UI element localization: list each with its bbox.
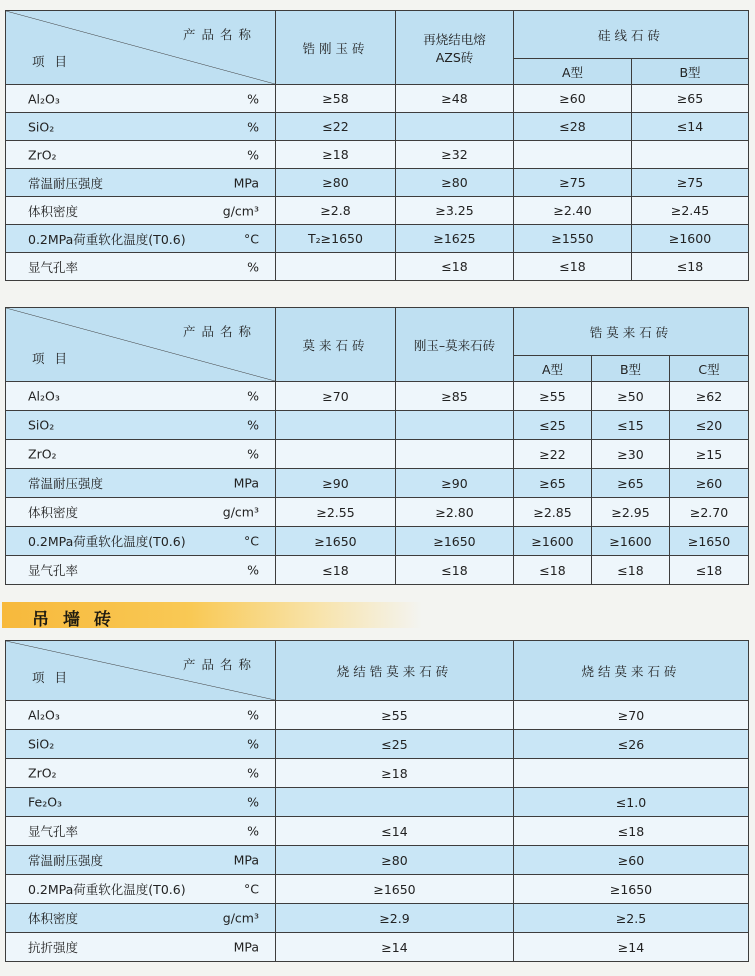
value-cell: ≤18 [632,253,749,281]
value-cell: ≥1650 [276,527,396,556]
row-item-name: Al₂O₃ [28,91,60,106]
value-cell: ≥60 [514,846,749,875]
value-cell: ≥60 [514,85,632,113]
value-cell: ≥2.9 [276,904,514,933]
row-label-cell [6,85,276,113]
col-header: 锆刚玉砖 [276,11,396,85]
value-cell: ≤20 [670,411,749,440]
value-cell: ≤18 [396,253,514,281]
table-row [6,730,749,759]
section-title-bar [2,602,422,628]
table-row [6,225,749,253]
row-unit: % [247,119,259,134]
row-item-name: ZrO₂ [28,147,57,162]
value-cell: ≤18 [670,556,749,585]
value-cell: ≤18 [514,556,592,585]
value-cell: ≥65 [514,469,592,498]
col-header-line: AZS砖 [435,49,474,65]
col-header-line: 再烧结电熔 [423,31,486,47]
value-cell: ≥90 [276,469,396,498]
row-label-cell [6,701,276,730]
value-cell: ≥2.40 [514,197,632,225]
col-header: 烧结莫来石砖 [514,641,749,701]
value-cell: ≥2.95 [592,498,670,527]
value-cell: ≤26 [514,730,749,759]
value-cell: ≥18 [276,141,396,169]
row-unit: % [247,765,259,781]
row-label-cell [6,411,276,440]
col-group-header: 硅线石砖 [514,11,749,59]
row-label-cell [6,113,276,141]
value-cell: ≥14 [276,933,514,962]
row-unit: % [247,417,259,433]
value-cell: ≥70 [276,382,396,411]
value-cell: T₂≥1650 [276,225,396,253]
row-unit: g/cm³ [222,910,259,926]
value-cell [276,788,514,817]
value-cell: ≥2.85 [514,498,592,527]
table-corner-header [6,308,276,382]
value-cell: ≤18 [514,253,632,281]
row-unit: g/cm³ [222,203,259,218]
row-unit: °C [244,533,259,549]
value-cell: ≥15 [670,440,749,469]
value-cell: ≤14 [632,113,749,141]
row-unit: MPa [233,175,259,190]
value-cell: ≥22 [514,440,592,469]
table-row [6,788,749,817]
row-item-name: SiO₂ [28,417,55,433]
value-cell: ≥1650 [514,875,749,904]
value-cell: ≤22 [276,113,396,141]
row-unit: % [247,794,259,810]
row-item-name: Fe₂O₃ [28,794,63,810]
sub-col-header: B型 [632,59,749,85]
table-row [6,701,749,730]
value-cell: ≥75 [514,169,632,197]
row-item-name: 常温耐压强度 [28,175,104,191]
value-cell: ≥1600 [632,225,749,253]
table-row [6,253,749,281]
value-cell: ≥60 [670,469,749,498]
value-cell [396,113,514,141]
row-label-cell [6,933,276,962]
value-cell: ≥80 [276,169,396,197]
table-row [6,440,749,469]
table-row [6,759,749,788]
row-item-name: 显气孔率 [28,824,79,839]
row-unit: MPa [233,475,259,491]
value-cell: ≥85 [396,382,514,411]
product-name-label: 产品名称 [182,657,257,672]
row-item-name: SiO₂ [28,736,55,752]
value-cell: ≥80 [276,846,514,875]
row-unit: MPa [233,939,259,955]
sub-col-header: A型 [514,59,632,85]
sub-col-header: B型 [592,356,670,382]
item-label: 项目 [32,351,78,366]
row-unit: MPa [233,852,259,868]
row-unit: % [247,823,259,839]
value-cell [276,440,396,469]
value-cell: ≤1.0 [514,788,749,817]
value-cell: ≥1600 [592,527,670,556]
table-row [6,411,749,440]
row-label-cell [6,382,276,411]
spec-table-1 [5,10,749,281]
value-cell: ≥2.45 [632,197,749,225]
value-cell: ≥1650 [670,527,749,556]
col-header [396,11,514,85]
value-cell: ≤15 [592,411,670,440]
row-unit: % [247,446,259,462]
row-label-cell [6,759,276,788]
value-cell: ≥32 [396,141,514,169]
value-cell [514,141,632,169]
row-item-name: ZrO₂ [28,765,57,781]
row-unit: % [247,147,259,162]
row-unit: % [247,707,259,723]
row-unit: % [247,259,259,274]
value-cell [396,440,514,469]
table-row [6,113,749,141]
value-cell: ≥1600 [514,527,592,556]
value-cell: ≥55 [514,382,592,411]
row-label-cell [6,197,276,225]
row-label-cell [6,469,276,498]
spec-table-2 [5,307,749,585]
row-item-name: 0.2MPa荷重软化温度(T0.6) [28,534,186,549]
row-item-name: ZrO₂ [28,446,57,462]
item-label: 项目 [32,54,78,69]
row-item-name: 常温耐压强度 [28,853,104,868]
value-cell: ≥30 [592,440,670,469]
value-cell: ≥1650 [276,875,514,904]
row-item-name: Al₂O₃ [28,707,60,723]
value-cell: ≥2.80 [396,498,514,527]
sub-col-header: A型 [514,356,592,382]
table-row [6,85,749,113]
product-name-label: 产品名称 [182,324,257,339]
value-cell: ≤18 [276,556,396,585]
row-unit: % [247,91,259,106]
value-cell: ≥80 [396,169,514,197]
value-cell [396,411,514,440]
row-item-name: 0.2MPa荷重软化温度(T0.6) [28,882,186,897]
row-label-cell [6,169,276,197]
col-header: 刚玉–莫来石砖 [396,308,514,382]
row-item-name: 体积密度 [28,911,79,926]
row-item-name: SiO₂ [28,119,55,134]
table-row [6,382,749,411]
table-row [6,469,749,498]
table-row [6,527,749,556]
value-cell: ≥70 [514,701,749,730]
table-row [6,141,749,169]
col-group-header: 锆莫来石砖 [514,308,749,356]
value-cell: ≤18 [514,817,749,846]
value-cell: ≥58 [276,85,396,113]
product-name-label: 产品名称 [182,27,257,42]
value-cell: ≥2.5 [514,904,749,933]
row-unit: % [247,562,259,578]
table-row [6,556,749,585]
row-item-name: 体积密度 [28,505,79,520]
value-cell: ≥14 [514,933,749,962]
row-label-cell [6,788,276,817]
row-item-name: 显气孔率 [28,563,79,578]
value-cell: ≥62 [670,382,749,411]
row-label-cell [6,817,276,846]
value-cell: ≤18 [396,556,514,585]
row-label-cell [6,253,276,281]
row-unit: °C [244,881,259,897]
row-label-cell [6,440,276,469]
value-cell [514,759,749,788]
row-unit: % [247,388,259,404]
value-cell: ≤25 [514,411,592,440]
row-unit: °C [244,231,259,246]
row-item-name: 体积密度 [28,203,79,219]
row-item-name: 显气孔率 [28,259,79,275]
table-row [6,875,749,904]
table-corner-header [6,11,276,85]
table-row [6,817,749,846]
value-cell: ≥18 [276,759,514,788]
value-cell [276,253,396,281]
value-cell: ≥2.55 [276,498,396,527]
table-row [6,933,749,962]
row-label-cell [6,225,276,253]
value-cell: ≥3.25 [396,197,514,225]
row-label-cell [6,556,276,585]
row-unit: % [247,736,259,752]
row-item-name: Al₂O₃ [28,388,60,404]
value-cell: ≤14 [276,817,514,846]
value-cell: ≥2.70 [670,498,749,527]
table-row [6,846,749,875]
value-cell: ≥48 [396,85,514,113]
value-cell: ≥1650 [396,527,514,556]
table-row [6,197,749,225]
value-cell: ≥1550 [514,225,632,253]
row-label-cell [6,527,276,556]
sub-col-header: C型 [670,356,749,382]
row-label-cell [6,141,276,169]
value-cell: ≥50 [592,382,670,411]
value-cell: ≤18 [592,556,670,585]
value-cell: ≤28 [514,113,632,141]
value-cell [632,141,749,169]
table-row [6,169,749,197]
value-cell: ≤25 [276,730,514,759]
row-unit: g/cm³ [222,504,259,520]
row-label-cell [6,846,276,875]
item-label: 项目 [32,670,78,685]
row-label-cell [6,904,276,933]
section-title: 吊墙砖 [32,610,125,630]
value-cell: ≥65 [632,85,749,113]
value-cell: ≥75 [632,169,749,197]
col-header: 烧结锆莫来石砖 [276,641,514,701]
row-item-name: 抗折强度 [28,940,79,955]
table-corner-header [6,641,276,701]
table-row [6,904,749,933]
row-label-cell [6,498,276,527]
value-cell: ≥2.8 [276,197,396,225]
value-cell: ≥65 [592,469,670,498]
value-cell: ≥55 [276,701,514,730]
table-row [6,498,749,527]
value-cell [276,411,396,440]
value-cell: ≥90 [396,469,514,498]
row-item-name: 常温耐压强度 [28,476,104,491]
row-item-name: 0.2MPa荷重软化温度(T0.6) [28,231,186,247]
value-cell: ≥1625 [396,225,514,253]
col-header: 莫来石砖 [276,308,396,382]
row-label-cell [6,875,276,904]
row-label-cell [6,730,276,759]
spec-table-3 [5,640,749,962]
